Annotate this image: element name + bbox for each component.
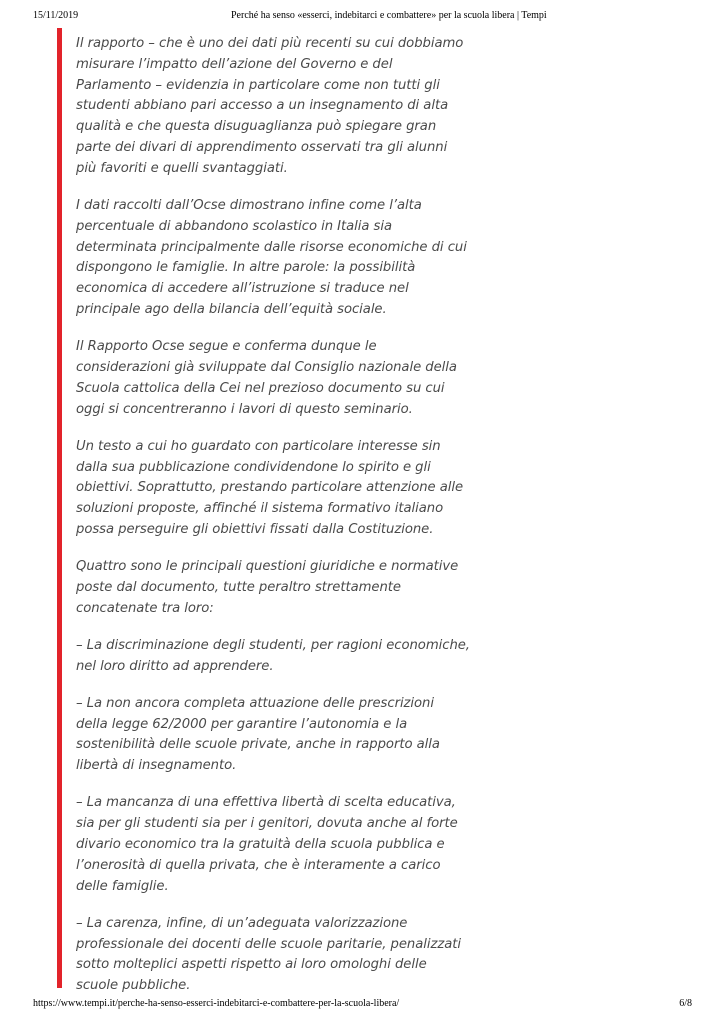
list-item: – La discriminazione degli studenti, per ragioni economiche, nel loro diritto ad apprendere. xyxy=(76,637,470,674)
list-item: – La mancanza di una effettiva libertà di scelta educativa, sia per gli studenti sia per i genitori, dovuta anche al forte divario economico tra la gratuità della scuola pubblica e l’onerosità di quella privata, che è interamente a carico delle famiglie. xyxy=(76,795,458,894)
article-body xyxy=(76,34,476,1013)
article-paragraph: Un testo a cui ho guardato con particolare interesse sin dalla sua pubblicazione condividendone lo spirito e gli obiettivi. Soprattutto, prestando particolare attenzione alle soluzioni proposte, affinché il sistema formativo italiano possa perseguire gli obiettivi fissati dalla Costituzione. xyxy=(76,438,464,537)
quote-accent-bar xyxy=(57,28,62,988)
article-paragraph: I dati raccolti dall’Ocse dimostrano infine come l’alta percentuale di abbandono scolastico in Italia sia determinata principalmente dalle risorse economiche di cui dispongono le famiglie. In altre parole: la possibilità economica di accedere all’istruzione si traduce nel principale ago della bilancia dell’equità sociale. xyxy=(76,197,467,317)
list-item: – La non ancora completa attuazione delle prescrizioni della legge 62/2000 per garantire l’autonomia e la sostenibilità delle scuole private, anche in rapporto alla libertà di insegnamento. xyxy=(76,695,440,774)
print-page-title: Perché ha senso «esserci, indebitarci e combattere» per la scuola libera | Tempi xyxy=(231,10,547,21)
article-paragraph: Il Rapporto Ocse segue e conferma dunque le considerazioni già sviluppate dal Consiglio nazionale della Scuola cattolica della Cei nel prezioso documento su cui oggi si concentreranno i lavori di questo seminario. xyxy=(76,339,457,417)
print-url: https://www.tempi.it/perche-ha-senso-esserci-indebitarci-e-combattere-per-la-scuola-libera/ xyxy=(33,998,400,1009)
print-footer xyxy=(33,998,692,1012)
page-number: 6/8 xyxy=(679,998,692,1009)
article-paragraph: Il rapporto – che è uno dei dati più recenti su cui dobbiamo misurare l’impatto dell’azione del Governo e del Parlamento – evidenzia in particolare come non tutti gli studenti abbiano pari accesso a un insegnamento di alta qualità e che questa disuguaglianza può spiegare gran parte dei divari di apprendimento osservati tra gli alunni più favoriti e quelli svantaggiati. xyxy=(76,36,464,176)
article-paragraph: Quattro sono le principali questioni giuridiche e normative poste dal documento, tutte peraltro strettamente concatenate tra loro: xyxy=(76,559,459,616)
print-date: 15/11/2019 xyxy=(33,10,79,21)
list-item: – La carenza, infine, di un’adeguata valorizzazione professionale dei docenti delle scuole paritarie, penalizzati sotto molteplici aspetti rispetto ai loro omologhi delle scuole pubbliche. xyxy=(76,915,461,994)
print-header xyxy=(33,10,692,24)
